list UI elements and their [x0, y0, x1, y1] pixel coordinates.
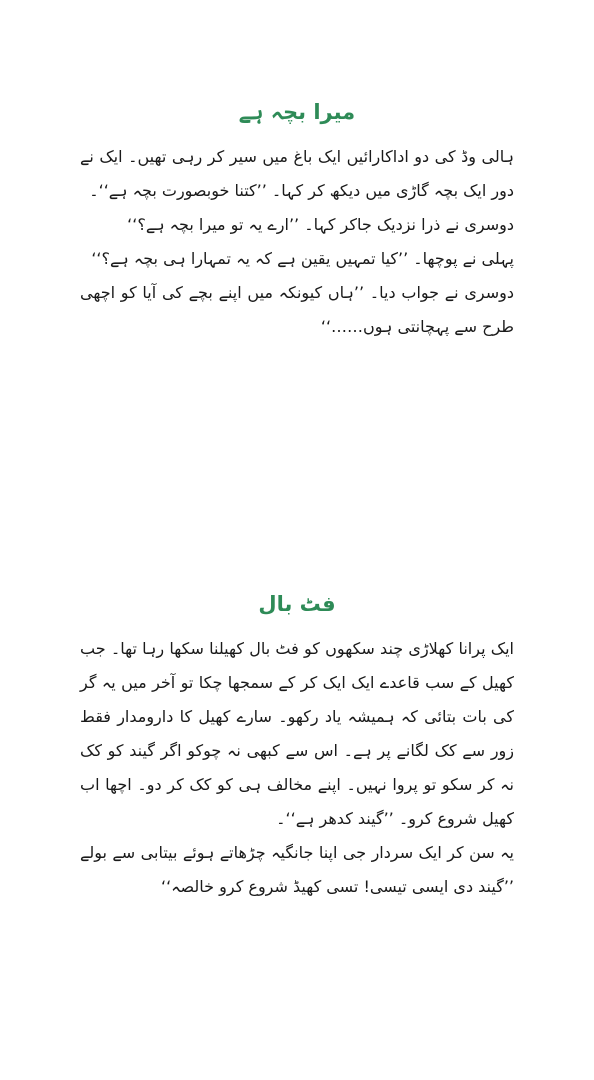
story-paragraph: یہ سن کر ایک سردار جی اپنا جانگیہ چڑھاتے ہوئے بیتابی سے بولے ’’گیند دی ایسی تیسی! تسی کھیڈ شروع کرو خالصہ‘‘ — [80, 843, 514, 896]
story-paragraph: دوسری نے ذرا نزدیک جاکر کہا۔ ’’ارے یہ تو میرا بچہ ہے؟‘‘ — [127, 215, 514, 234]
story-paragraph: ہالی وڈ کی دو اداکارائیں ایک باغ میں سیر کر رہی تھیں۔ ایک نے دور ایک بچہ گاڑی میں دیکھ کر کہا۔ ’’کتنا خوبصورت بچہ ہے‘‘۔ — [80, 147, 514, 200]
story-paragraph: دوسری نے جواب دیا۔ ’’ہاں کیونکہ میں اپنے بچے کی آیا کو اچھی طرح سے پہچانتی ہوں……‘‘ — [80, 283, 514, 336]
story-mera-bacha — [80, 100, 514, 344]
story-title: فٹ بال — [258, 592, 336, 616]
story-title: میرا بچہ ہے — [238, 100, 356, 124]
story-paragraph: ایک پرانا کھلاڑی چند سکھوں کو فٹ بال کھیلنا سکھا رہا تھا۔ جب کھیل کے سب قاعدے ایک ایک کر کے سمجھا چکا تو آخر میں یہ گر کی بات بتائی کہ ہمیشہ یاد رکھو۔ سارے کھیل کا دارومدار فقط زور سے کک لگانے پر ہے۔ اس سے کبھی نہ چوکو اگر گیند کو کک نہ کر سکو تو پروا نہیں۔ اپنے مخالف ہی کو کک کر دو۔ اچھا اب کھیل شروع کرو۔ ’’گیند کدھر ہے‘‘۔ — [80, 639, 514, 828]
story-football — [80, 592, 514, 904]
story-paragraph: پہلی نے پوچھا۔ ’’کیا تمہیں یقین ہے کہ یہ تمہارا ہی بچہ ہے؟‘‘ — [91, 249, 514, 268]
